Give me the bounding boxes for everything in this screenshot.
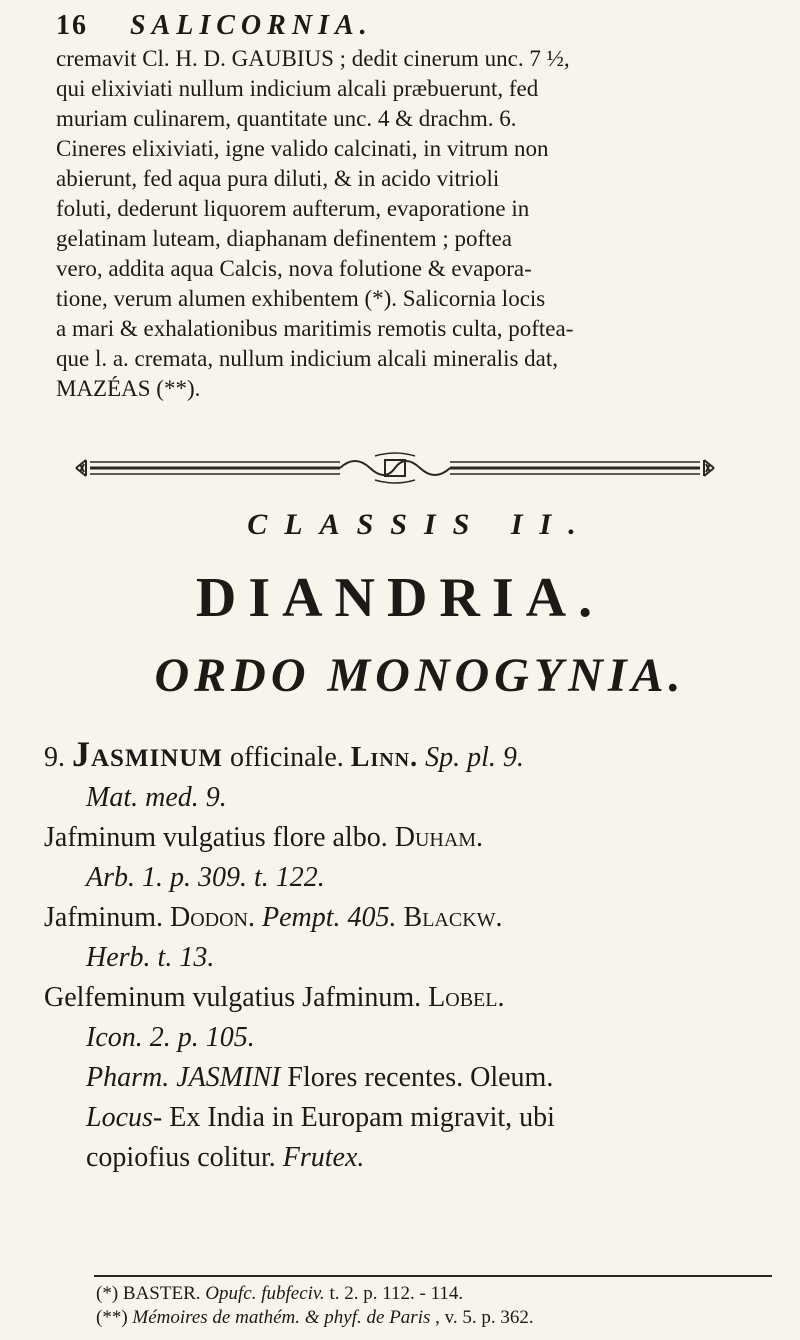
- footnote-author: BASTER.: [122, 1283, 206, 1304]
- footnote-rule: [94, 1275, 772, 1277]
- reference-work: Arb. 1. p. 309. t. 122.: [86, 862, 325, 893]
- entry-line: [44, 1058, 784, 1098]
- running-head: [56, 10, 776, 42]
- paragraph-line: abierunt, fed aqua pura diluti, & in acido vitrioli: [56, 166, 500, 191]
- running-title: SALICORNIA.: [130, 10, 373, 41]
- paragraph-line: foluti, dederunt liquorem aufterum, evaporatione in: [56, 196, 530, 221]
- reference-author: Blackw.: [403, 902, 503, 933]
- reference-work: Mat. med. 9.: [86, 782, 227, 813]
- footnote: [96, 1306, 786, 1330]
- reference-author: Linn.: [350, 742, 419, 773]
- reference-work: Pempt. 405.: [262, 902, 404, 933]
- paragraph-line: Cineres elixiviati, igne valido calcinati, in vitrum non: [56, 136, 549, 161]
- footnotes: [96, 1282, 786, 1330]
- entry-line: [44, 938, 784, 978]
- paragraph-line: qui elixiviati nullum indicium alcali præbuerunt, fed: [56, 76, 539, 101]
- ornamental-divider: [70, 448, 720, 488]
- paragraph-line: gelatinam luteam, diaphanam definentem ; poftea: [56, 226, 512, 251]
- entry-line: [44, 858, 784, 898]
- entry-line: [44, 1098, 784, 1138]
- footnote-mark: (**): [96, 1307, 133, 1328]
- reference-author: Duham.: [394, 822, 484, 853]
- reference-work: Sp. pl. 9.: [425, 742, 524, 773]
- entry-line: [44, 1018, 784, 1058]
- footnote-mark: (*): [96, 1283, 123, 1304]
- opening-paragraph: [56, 44, 772, 404]
- paragraph-line: MAZÉAS (**).: [56, 376, 201, 401]
- reference-work: Herb. t. 13.: [86, 942, 215, 973]
- pharmacy-label: Pharm.: [86, 1062, 177, 1093]
- synonym-text: Gelfeminum vulgatius Jafminum.: [44, 982, 429, 1013]
- locus-label: Locus-: [86, 1102, 163, 1133]
- footnote-citation: , v. 5. p. 362.: [435, 1307, 534, 1328]
- paragraph-line: muriam culinarem, quantitate unc. 4 & drachm. 6.: [56, 106, 517, 131]
- species-epithet: officinale.: [230, 742, 351, 773]
- entry-line: [44, 734, 784, 778]
- footnote-work: Mémoires de mathém. & phyf. de Paris: [132, 1307, 431, 1328]
- habit-label: Frutex.: [282, 1142, 365, 1173]
- footnote: [96, 1282, 786, 1306]
- genus-name: Jasminum: [72, 734, 223, 774]
- page-number: 16: [56, 10, 88, 41]
- reference-author: Lobel.: [428, 982, 505, 1013]
- entry-line: [44, 978, 784, 1018]
- footnote-citation: t. 2. p. 112. - 114.: [329, 1283, 464, 1304]
- order-subtitle: ORDO MONOGYNIA.: [154, 649, 686, 702]
- locus-text: copiofius colitur.: [86, 1142, 283, 1173]
- order-title: DIANDRIA.: [195, 567, 605, 629]
- species-entry: [44, 734, 784, 1178]
- classis-heading: CLASSIS II.: [247, 508, 593, 541]
- pharmacy-text: Flores recentes. Oleum.: [287, 1062, 554, 1093]
- synonym-text: Jafminum.: [44, 902, 170, 933]
- paragraph-line: tione, verum alumen exhibentem (*). Salicornia locis: [56, 286, 546, 311]
- entry-line: [44, 818, 784, 858]
- entry-line: [44, 778, 784, 818]
- reference-author: Dodon.: [170, 902, 255, 933]
- entry-line: [44, 898, 784, 938]
- paragraph-line: cremavit Cl. H. D. GAUBIUS ; dedit cinerum unc. 7 ½,: [56, 46, 570, 71]
- locus-text: Ex India in Europam migravit, ubi: [169, 1102, 555, 1133]
- paragraph-line: vero, addita aqua Calcis, nova folutione & evapora-: [56, 256, 532, 281]
- footnote-work: Opufc. fubfeciv.: [205, 1283, 325, 1304]
- synonym-text: Jafminum vulgatius flore albo.: [44, 822, 395, 853]
- entry-number: 9.: [44, 742, 65, 773]
- reference-work: Icon. 2. p. 105.: [86, 1022, 255, 1053]
- paragraph-line: a mari & exhalationibus maritimis remotis culta, poftea-: [56, 316, 574, 341]
- paragraph-line: que l. a. cremata, nullum indicium alcali mineralis dat,: [56, 346, 559, 371]
- pharmacy-name: JASMINI: [176, 1062, 281, 1093]
- entry-line: [44, 1138, 784, 1178]
